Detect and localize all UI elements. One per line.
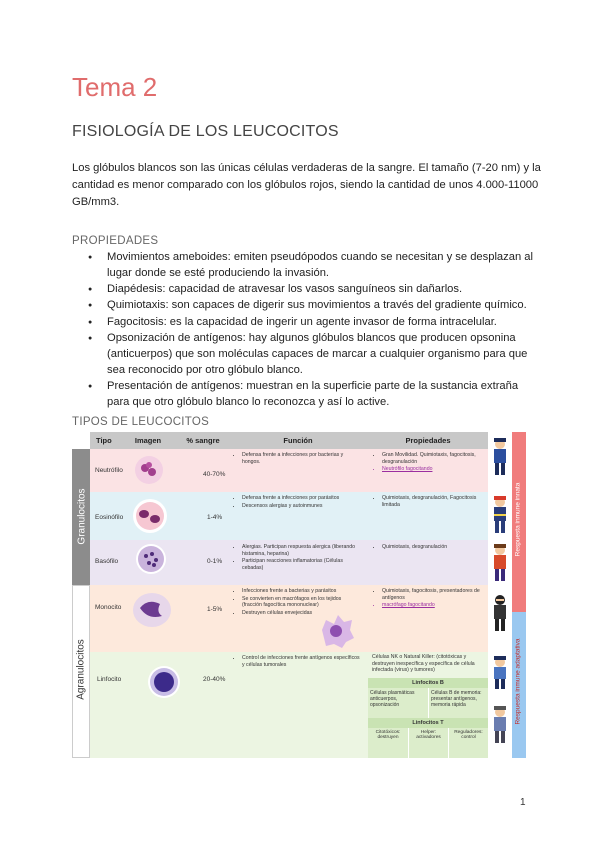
prop-item: • Quimiotaxis, desgranulación, Fagocitosis limitada	[382, 495, 484, 508]
linfo-b-cell: Células plasmáticas anticuerpos, opsonización	[368, 688, 428, 718]
cell-pct: 1-4%	[207, 514, 223, 521]
adaptive-response-band	[512, 612, 526, 758]
prop-item: • Quimiotaxis, fagocitosis, presentadores de antígenos	[382, 588, 484, 601]
prop-link[interactable]: • Neutrófilo fagocitando	[382, 466, 484, 473]
list-item: ● Diapédesis: capacidad de atravesar los vasos sanguíneos sin dañarlos.	[72, 282, 542, 298]
linfocito-image	[146, 664, 182, 700]
linfo-t-cell: Citotóxicos: destruyen	[368, 728, 408, 758]
leucocitos-table	[72, 432, 528, 758]
list-item: ● Fagocitosis: es la capacidad de ingerir un agente invasor de forma intracelular.	[72, 315, 542, 331]
group-label: Granulocitos	[76, 488, 88, 545]
cell-funcion	[232, 655, 362, 669]
funcion-item: • Alergias. Participan respuesta alergica (liberando histamina, heparina)	[242, 544, 362, 557]
innate-label: Respuesta inmune innata	[514, 482, 522, 557]
funcion-item: • Control de infecciones frente antígenos específicos y células tumorales	[242, 655, 362, 668]
monocito-image	[130, 590, 174, 630]
cell-pct: 20-40%	[203, 676, 226, 683]
group-label: Agranulocitos	[75, 639, 87, 700]
header-funcion: Función	[228, 432, 368, 449]
linfo-b-header: Linfocitos B	[368, 678, 488, 688]
cell-tipo: Monocito	[95, 604, 122, 611]
linfo-t-header: Linfocitos T	[368, 718, 488, 728]
neutrofilo-image	[132, 453, 166, 487]
funcion-item: • Defensa frente a infecciones por parásitos	[242, 495, 362, 502]
page-title: Tema 2	[72, 72, 158, 102]
cell-props	[372, 588, 484, 610]
prop-item: Células NK o Natural Killer: (citotóxicas y destruyen inespecífica y específica de célula infectada (virus) y tumores)	[372, 654, 475, 673]
cell-tipo: Eosinófilo	[95, 514, 124, 521]
list-item: ● Opsonización de antígenos: hay algunos glóbulos blancos que producen opsonina (anticuerpos) que son moléculas capaces de marcar a cualquier organismo para que sea reconocido por otro glóbulo blanco.	[72, 331, 542, 378]
funcion-item: • Defensa frente a infecciones por bacterias y hongos.	[242, 452, 362, 465]
eosinofilo-image	[130, 496, 170, 536]
soldier-character-icon	[490, 704, 510, 744]
header-sangre: % sangre	[178, 432, 228, 449]
propiedades-list	[72, 250, 542, 411]
funcion-item: • Se convierten en macrófagos en los tejidos (fracción fagocítica mononuclear)	[242, 596, 352, 609]
intro-paragraph: Los glóbulos blancos son las únicas células verdaderas de la sangre. El tamaño (7-20 nm) y la cantidad es menor comparado con los glóbulos rojos, siendo la cantidad de unos 4.000-11000 GB/mm3.	[72, 162, 541, 208]
cell-funcion	[232, 544, 362, 572]
cell-funcion	[232, 452, 362, 466]
cell-pct: 40-70%	[203, 471, 226, 478]
cell-pct: 1-5%	[207, 606, 223, 613]
characters-column	[488, 432, 512, 758]
linfo-b-cell: Células B de memoria: presentar antígenos, memoria rápida	[428, 688, 488, 718]
innate-response-band	[512, 432, 526, 612]
funcion-item: • Descensos alergias y autoinmunes	[242, 503, 362, 510]
basofilo-image	[134, 542, 168, 576]
ninja-character-icon	[490, 592, 510, 632]
cell-props	[370, 654, 486, 675]
cell-funcion	[232, 495, 362, 510]
list-item: ● Presentación de antígenos: muestran en la superficie parte de la sustancia extraña para que otro glóbulo blanco lo reconozca y así lo active.	[72, 379, 542, 411]
cell-pct: 0-1%	[207, 558, 223, 565]
header-imagen: Imagen	[118, 432, 178, 449]
list-item: ● Movimientos ameboides: emiten pseudópodos cuando se necesitan y se desplazan al lugar donde se esté produciendo la invasión.	[72, 250, 542, 282]
cell-tipo: Linfocito	[97, 676, 122, 683]
group-agranulocitos	[72, 585, 90, 758]
police-character-icon	[490, 436, 510, 476]
cell-props	[372, 544, 484, 552]
section-title: FISIOLOGÍA DE LOS LEUCOCITOS	[72, 123, 339, 140]
cell-tipo: Basófilo	[95, 558, 119, 565]
propiedades-heading: PROPIEDADES	[72, 235, 159, 247]
adaptive-label: Respuesta inmune adaptativa	[514, 638, 522, 725]
list-item: ● Quimiotaxis: son capaces de digerir sus movimientos a través del gradiente químico.	[72, 298, 542, 314]
page-number: 1	[520, 797, 526, 808]
header-tipo: Tipo	[90, 432, 118, 449]
tipos-heading: TIPOS DE LEUCOCITOS	[72, 416, 210, 428]
funcion-item: • Destruyen células envejecidas	[242, 610, 352, 617]
group-granulocitos	[72, 449, 90, 585]
cell-tipo: Neutrófilo	[95, 467, 123, 474]
prop-item: • Quimiotaxis, desgranulación	[382, 544, 484, 551]
firefighter-character-icon	[490, 494, 510, 534]
linfo-t-cell: Reguladores: control	[448, 728, 488, 758]
prop-link[interactable]: • macrófago fagocitando	[382, 602, 484, 609]
linfo-t-cell: Helper: activadores	[408, 728, 448, 758]
hero-character-icon	[490, 542, 510, 582]
header-corner	[72, 432, 90, 449]
funcion-item: • Participan reacciones inflamatorias (Células cebadas)	[242, 558, 362, 571]
funcion-item: • Infecciones frente a bacterias y parásitos	[242, 588, 352, 595]
prop-item: • Gran Movilidad. Quimiotaxis, fagocitosis, desgranulación	[382, 452, 484, 465]
police-officer-character-icon	[490, 654, 510, 690]
header-propiedades: Propiedades	[368, 432, 488, 449]
macrofago-image	[316, 612, 356, 650]
cell-props	[372, 452, 484, 474]
cell-props	[372, 495, 484, 509]
